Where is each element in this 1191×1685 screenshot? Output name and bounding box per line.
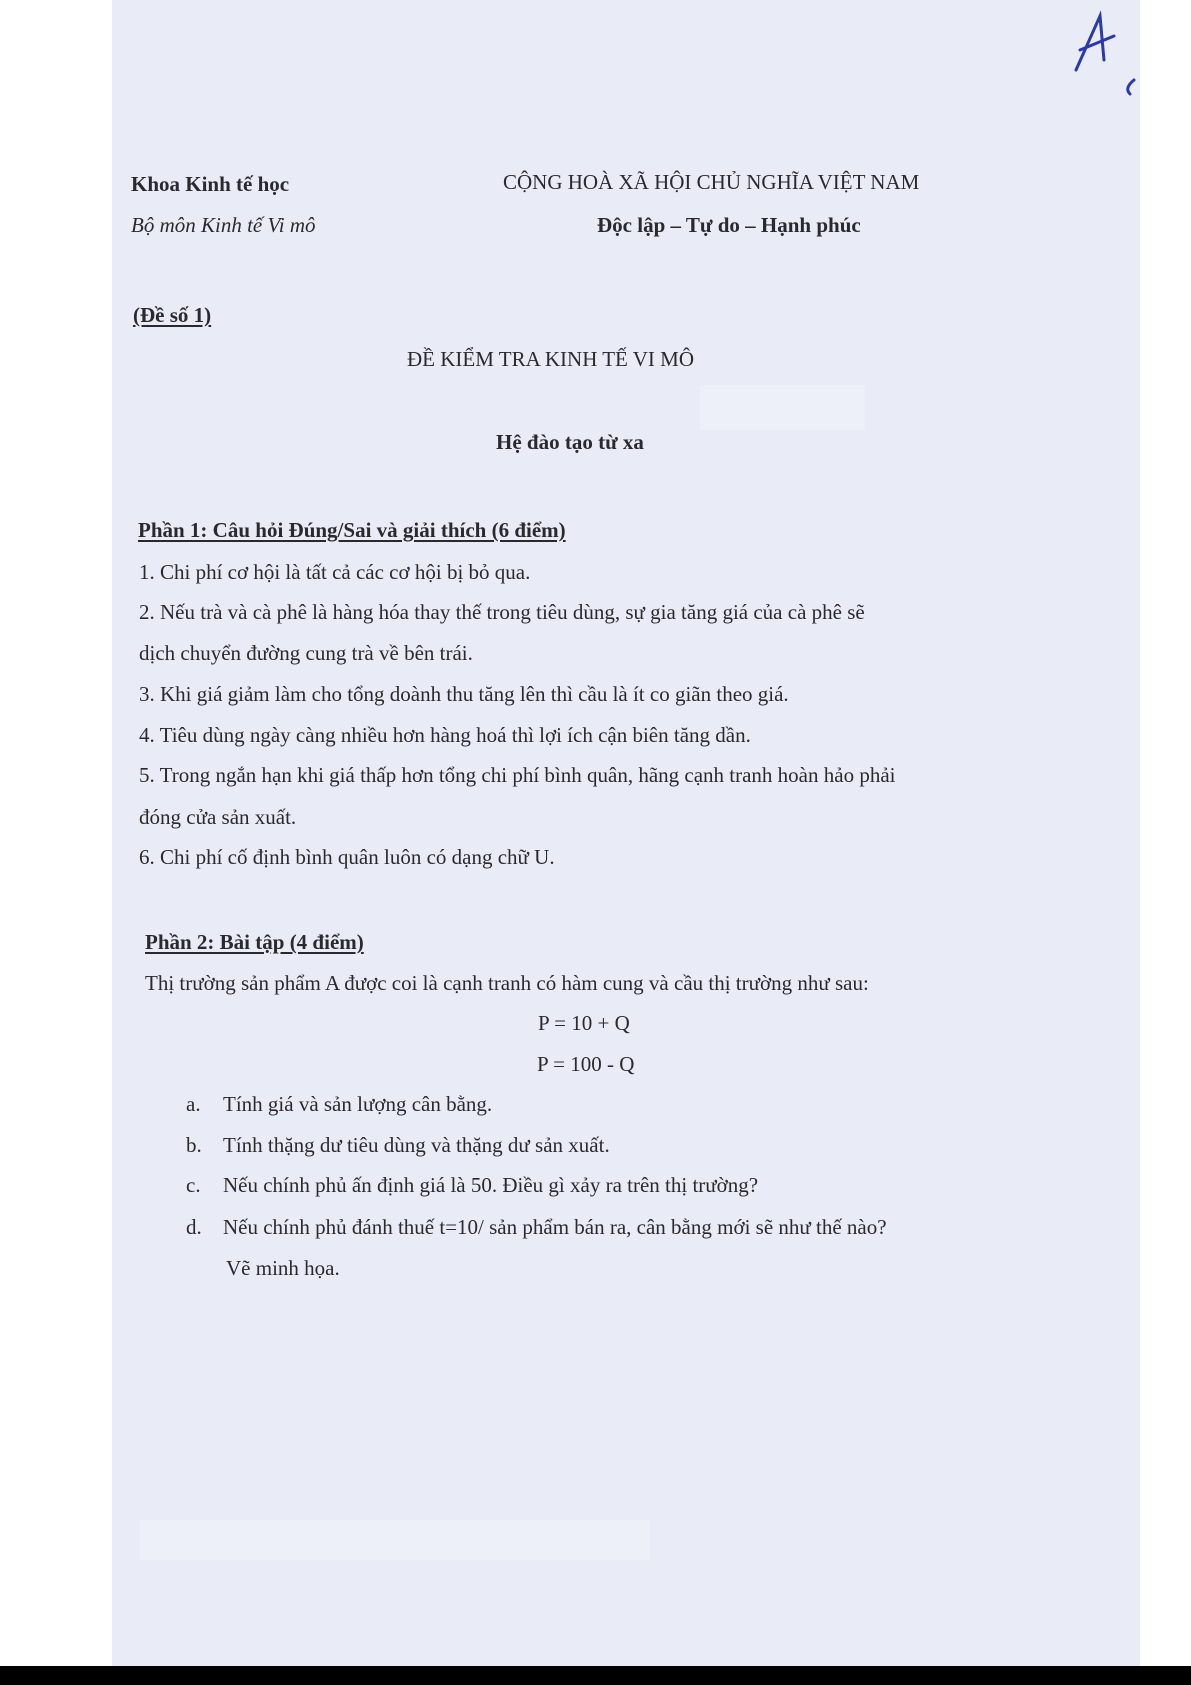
scan-artifact (700, 385, 865, 430)
supply-equation: P = 10 + Q (538, 1011, 630, 1035)
part1-line: 3. Khi giá giảm làm cho tổng doành thu tăng lên thì cầu là ít co giãn theo giá. (139, 682, 789, 706)
question-c: Nếu chính phủ ấn định giá là 50. Điều gì xảy ra trên thị trường? (223, 1173, 759, 1197)
part2-heading: Phần 2: Bài tập (4 điểm) (145, 930, 364, 954)
demand-equation: P = 100 - Q (537, 1052, 635, 1076)
country-name: CỘNG HOÀ XÃ HỘI CHỦ NGHĨA VIỆT NAM (503, 170, 920, 194)
program-name: Hệ đào tạo từ xa (496, 430, 644, 454)
question-marker: c. (186, 1173, 201, 1197)
question-b: Tính thặng dư tiêu dùng và thặng dư sản xuất. (223, 1133, 610, 1157)
part1-line: dịch chuyển đường cung trà về bên trái. (139, 641, 473, 665)
scan-artifact (140, 1520, 650, 1560)
part1-line: đóng cửa sản xuất. (139, 805, 297, 829)
part1-line: 5. Trong ngắn hạn khi giá thấp hơn tổng chi phí bình quân, hãng cạnh tranh hoàn hảo phải (139, 763, 896, 787)
part1-heading: Phần 1: Câu hỏi Đúng/Sai và giải thích (6 điểm) (138, 518, 566, 542)
handwritten-a-mark (1070, 8, 1150, 98)
national-motto: Độc lập – Tự do – Hạnh phúc (597, 213, 861, 237)
question-d-continuation: Vẽ minh họa. (226, 1256, 340, 1280)
question-a: Tính giá và sản lượng cân bằng. (223, 1092, 493, 1116)
part1-line: 1. Chi phí cơ hội là tất cả các cơ hội bị bỏ qua. (139, 560, 531, 584)
faculty-name: Khoa Kinh tế học (131, 172, 290, 196)
scan-bottom-border (0, 1666, 1191, 1685)
exam-title: ĐỀ KIỂM TRA KINH TẾ VI MÔ (407, 347, 694, 371)
part1-line: 2. Nếu trà và cà phê là hàng hóa thay thế trong tiêu dùng, sự gia tăng giá của cà phê sẽ (139, 600, 865, 624)
part1-line: 6. Chi phí cố định bình quân luôn có dạng chữ U. (139, 845, 555, 869)
question-d: Nếu chính phủ đánh thuế t=10/ sản phẩm bán ra, cân bằng mới sẽ như thế nào? (223, 1215, 887, 1239)
question-marker: a. (186, 1092, 201, 1116)
question-marker: d. (186, 1215, 202, 1239)
exam-code: (Đề số 1) (133, 303, 212, 327)
part1-line: 4. Tiêu dùng ngày càng nhiều hơn hàng hoá thì lợi ích cận biên tăng dần. (139, 723, 751, 747)
department-name: Bộ môn Kinh tế Vi mô (131, 213, 316, 237)
scanned-page (112, 0, 1140, 1666)
part2-intro: Thị trường sản phẩm A được coi là cạnh tranh có hàm cung và cầu thị trường như sau: (145, 971, 869, 995)
question-marker: b. (186, 1133, 202, 1157)
